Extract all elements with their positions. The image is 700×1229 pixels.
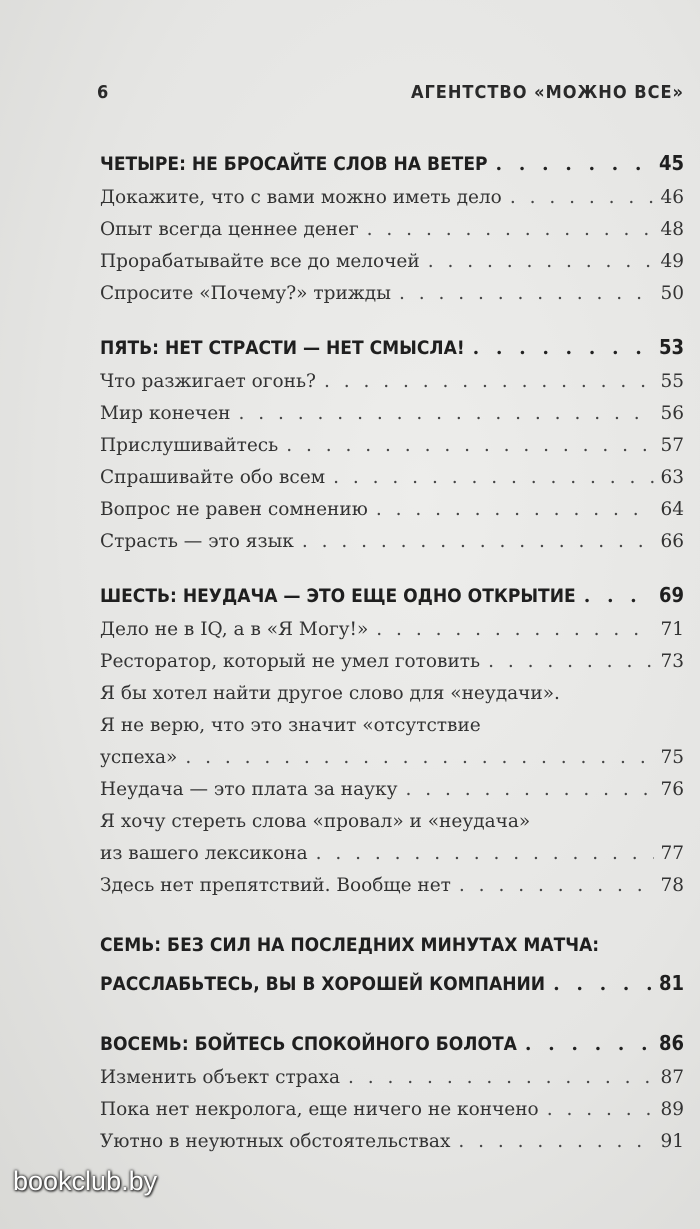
dot-leader <box>367 214 655 246</box>
toc-item-title: из вашего лексикона <box>100 843 308 864</box>
toc-item-title: Прорабатывайте все до мелочей <box>100 251 420 272</box>
toc-item[interactable] <box>100 462 684 494</box>
toc-item[interactable] <box>100 838 684 870</box>
page-ref: 71 <box>660 619 684 640</box>
toc-item[interactable] <box>100 182 684 214</box>
toc-item-title-line: Я хочу стереть слова «провал» и «неудача» <box>100 811 531 832</box>
dot-leader <box>510 182 655 214</box>
chapter-title-line: СЕМЬ: БЕЗ СИЛ НА ПОСЛЕДНИХ МИНУТАХ МАТЧА: <box>100 934 600 956</box>
page-ref: 69 <box>658 583 684 607</box>
dot-leader <box>239 398 655 430</box>
dot-leader <box>496 145 653 183</box>
toc-item[interactable] <box>100 646 684 678</box>
page-ref: 81 <box>658 971 684 995</box>
toc-item-title: Вопрос не равен сомнению <box>100 499 368 520</box>
page-ref: 55 <box>660 371 684 392</box>
toc-item[interactable] <box>100 1062 684 1094</box>
toc-chapter[interactable] <box>100 576 684 614</box>
toc-chapter[interactable] <box>100 328 684 366</box>
dot-leader <box>428 246 655 278</box>
toc-item[interactable] <box>100 742 684 774</box>
page-number: 6 <box>97 82 109 103</box>
page-ref: 64 <box>660 499 684 520</box>
running-title: АГЕНТСТВО «МОЖНО ВСЕ» <box>410 82 684 103</box>
dot-leader <box>185 742 654 774</box>
chapter-title: ПЯТЬ: НЕТ СТРАСТИ — НЕТ СМЫСЛА! <box>100 337 465 359</box>
page-ref: 53 <box>658 335 684 359</box>
page-ref: 46 <box>660 187 684 208</box>
toc-item-title-line: Я не верю, что это значит «отсутствие <box>100 715 481 736</box>
toc-item[interactable] <box>100 774 684 806</box>
toc-item[interactable] <box>100 214 684 246</box>
toc-item[interactable] <box>100 614 684 646</box>
dot-leader <box>459 870 655 902</box>
page-ref: 76 <box>660 779 684 800</box>
page-ref: 91 <box>660 1131 684 1152</box>
toc-item[interactable] <box>100 246 684 278</box>
table-of-contents <box>100 144 684 1158</box>
toc-item-title: Мир конечен <box>100 403 231 424</box>
page-ref: 45 <box>658 151 684 175</box>
chapter-title: ШЕСТЬ: НЕУДАЧА — ЭТО ЕЩЕ ОДНО ОТКРЫТИЕ <box>100 585 576 607</box>
toc-item-title: Пока нет некролога, еще ничего не кончено <box>100 1099 539 1120</box>
toc-item[interactable] <box>100 430 684 462</box>
page-ref: 89 <box>660 1099 684 1120</box>
dot-leader <box>333 462 654 494</box>
page-ref: 49 <box>660 251 684 272</box>
toc-item-title: Здесь нет препятствий. Вообще нет <box>100 875 451 896</box>
toc-item-title: Страсть — это язык <box>100 531 294 552</box>
toc-chapter[interactable] <box>100 144 684 182</box>
page-ref: 50 <box>660 283 684 304</box>
toc-item-title: Прислушивайтесь <box>100 435 279 456</box>
toc-item-title: успеха» <box>100 747 178 768</box>
dot-leader <box>473 329 653 367</box>
toc-item[interactable] <box>100 494 684 526</box>
chapter-title: ЧЕТЫРЕ: НЕ БРОСАЙТЕ СЛОВ НА ВЕТЕР <box>100 153 488 175</box>
chapter-title: РАССЛАБЬТЕСЬ, ВЫ В ХОРОШЕЙ КОМПАНИИ <box>100 973 546 995</box>
toc-item-title: Спрашивайте обо всем <box>100 467 326 488</box>
dot-leader <box>584 577 653 615</box>
page-ref: 63 <box>660 467 684 488</box>
toc-item-title: Уютно в неуютных обстоятельствах <box>100 1131 451 1152</box>
page-ref: 56 <box>660 403 684 424</box>
dot-leader <box>399 278 655 310</box>
toc-item[interactable] <box>100 526 684 558</box>
page-ref: 87 <box>660 1067 684 1088</box>
dot-leader <box>376 494 655 526</box>
dot-leader <box>302 526 655 558</box>
toc-item[interactable] <box>100 278 684 310</box>
toc-item[interactable] <box>100 1126 684 1158</box>
page-ref: 57 <box>660 435 684 456</box>
dot-leader <box>458 1126 654 1158</box>
toc-item-title: Спросите «Почему?» трижды <box>100 283 391 304</box>
toc-item-title: Опыт всегда ценнее денег <box>100 219 359 240</box>
page-ref: 78 <box>660 875 684 896</box>
toc-chapter[interactable] <box>100 1024 684 1062</box>
page-ref: 66 <box>660 531 684 552</box>
toc-item-title: Ресторатор, который не умел готовить <box>100 651 481 672</box>
page-ref: 48 <box>660 219 684 240</box>
toc-item[interactable] <box>100 870 684 902</box>
page-ref: 86 <box>658 1031 684 1055</box>
dot-leader <box>376 614 654 646</box>
toc-item-title: Неудача — это плата за науку <box>100 779 398 800</box>
watermark: bookclub.by <box>13 1166 158 1196</box>
dot-leader <box>324 366 655 398</box>
toc-chapter[interactable] <box>100 964 684 1002</box>
chapter-title: ВОСЕМЬ: БОЙТЕСЬ СПОКОЙНОГО БОЛОТА <box>100 1033 517 1055</box>
toc-item-title-line: Я бы хотел найти другое слово для «неудачи». <box>100 683 560 704</box>
dot-leader <box>348 1062 654 1094</box>
page-ref: 77 <box>660 843 684 864</box>
page-ref: 73 <box>660 651 684 672</box>
dot-leader <box>547 1094 655 1126</box>
toc-item-title: Дело не в IQ, а в «Я Могу!» <box>100 619 369 640</box>
dot-leader <box>553 965 653 1003</box>
toc-item[interactable] <box>100 1094 684 1126</box>
toc-item[interactable] <box>100 398 684 430</box>
toc-item-title: Докажите, что с вами можно иметь дело <box>100 187 502 208</box>
dot-leader <box>316 838 655 870</box>
dot-leader <box>525 1025 653 1063</box>
dot-leader <box>286 430 654 462</box>
page-header <box>97 82 684 112</box>
toc-item-title: Изменить объект страха <box>100 1067 341 1088</box>
dot-leader <box>488 646 654 678</box>
dot-leader <box>405 774 654 806</box>
toc-item[interactable] <box>100 366 684 398</box>
toc-item-title: Что разжигает огонь? <box>100 371 316 392</box>
page-ref: 75 <box>660 747 684 768</box>
